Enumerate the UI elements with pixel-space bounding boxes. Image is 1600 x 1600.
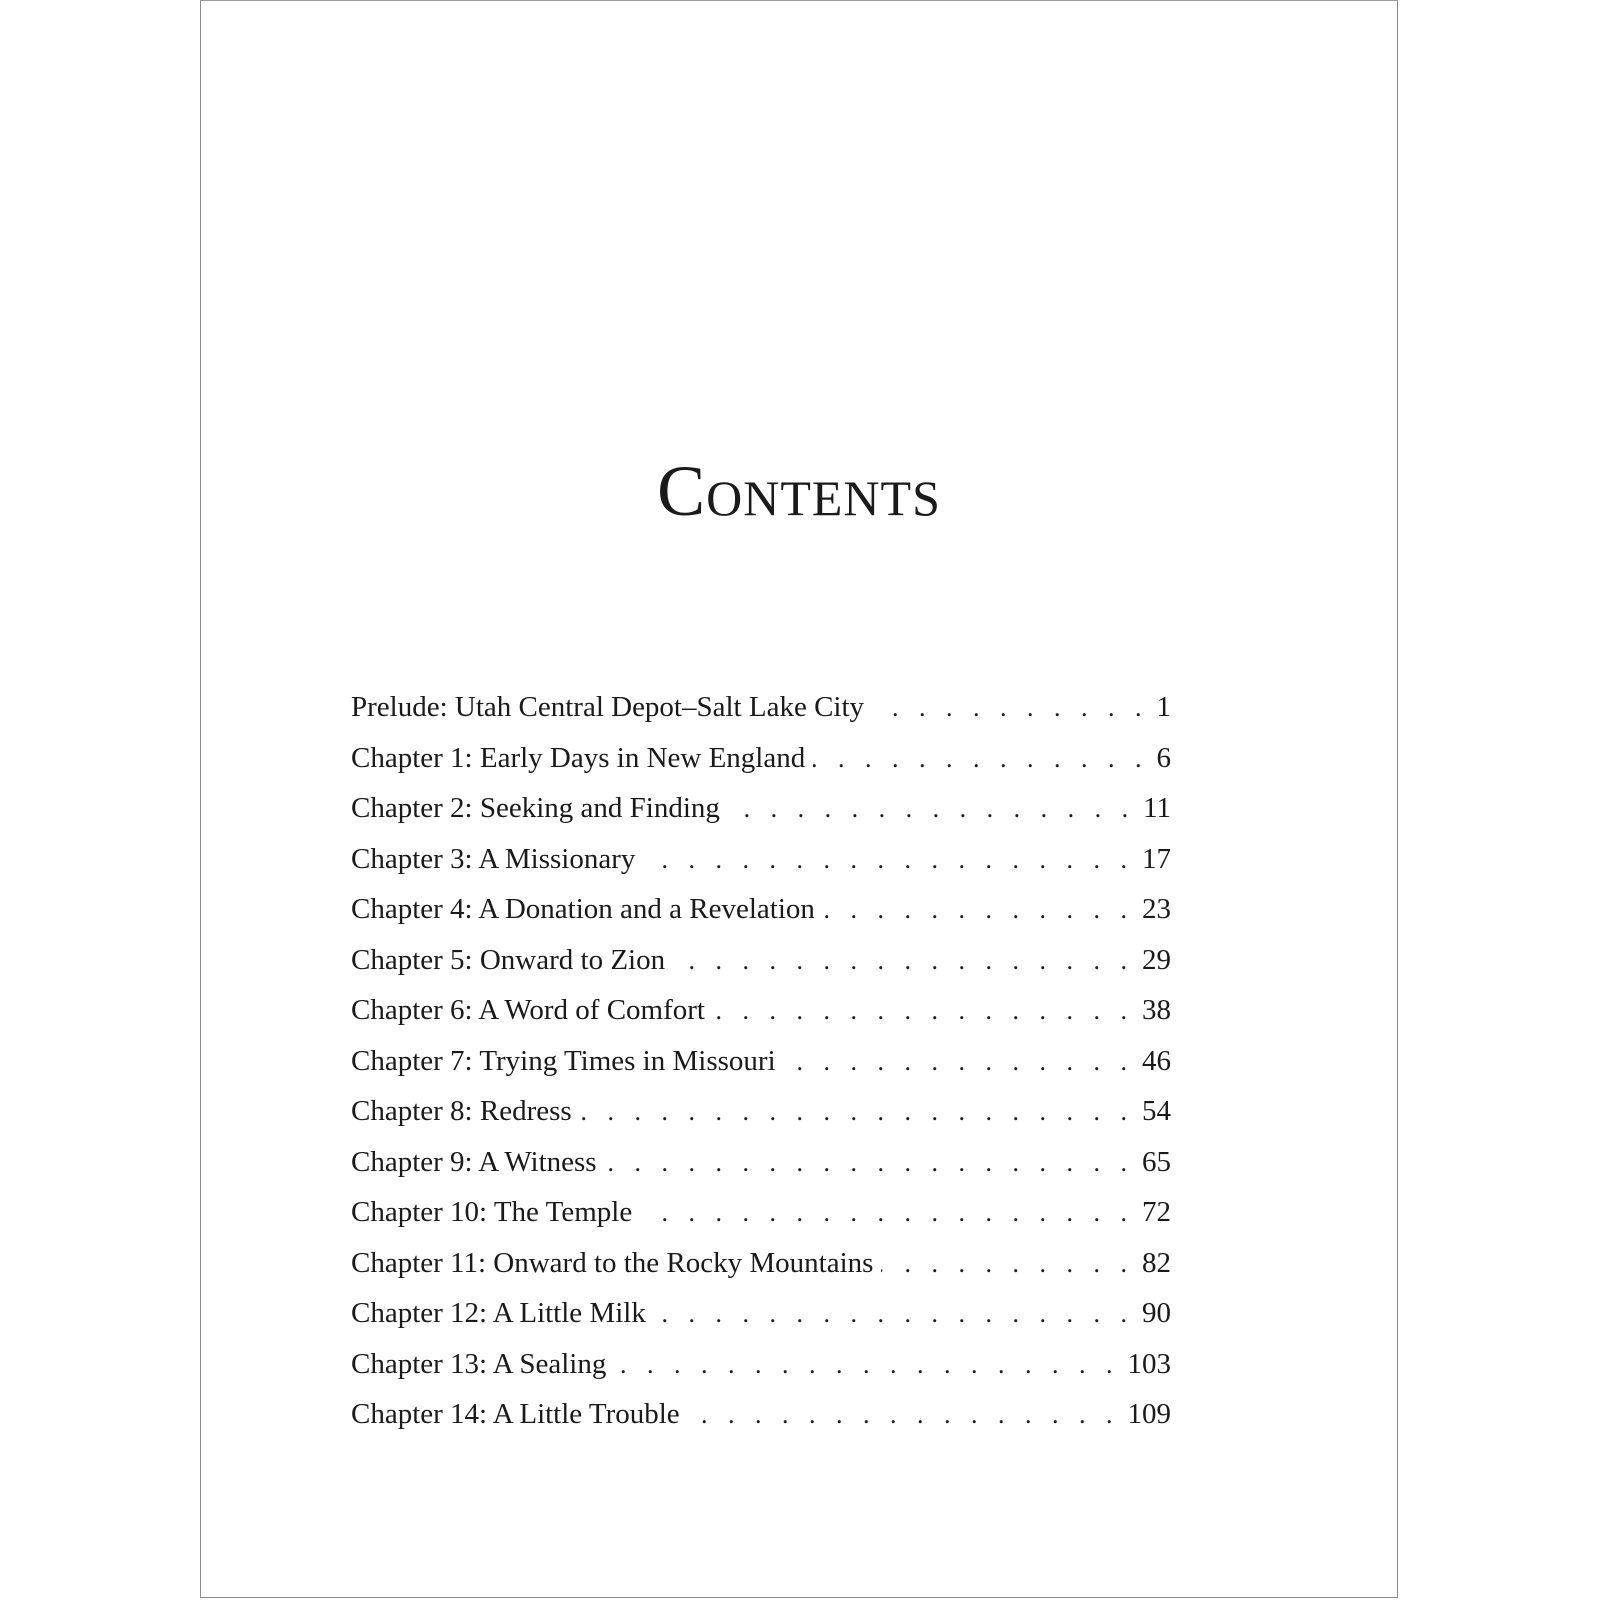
toc-entry-title: Chapter 8: Redress <box>351 1095 572 1127</box>
page-title: Contents <box>657 451 941 531</box>
toc-entry-page: 65 <box>1142 1145 1171 1178</box>
dot-leader <box>784 1047 1134 1077</box>
toc-entry-page: 23 <box>1142 893 1171 925</box>
toc-entry-page: 46 <box>1142 1044 1171 1077</box>
toc-entry-title: Prelude: Utah Central Depot–Salt Lake City <box>351 691 865 723</box>
toc-entry <box>351 792 1171 843</box>
dot-leader <box>713 996 1134 1026</box>
dot-leader <box>823 895 1134 925</box>
toc-entry <box>351 893 1171 944</box>
toc-entry <box>351 944 1171 995</box>
toc-entry-title: Chapter 9: A Witness <box>351 1145 597 1178</box>
toc-entry-page: 54 <box>1142 1095 1171 1127</box>
toc-entry <box>351 742 1171 793</box>
toc-entry <box>351 1146 1171 1197</box>
toc-entry-title: Chapter 3: A Missionary <box>351 842 636 875</box>
toc-entry-title: Chapter 6: A Word of Comfort <box>351 994 705 1026</box>
toc-entry-title: Chapter 7: Trying Times in Missouri <box>351 1044 776 1077</box>
toc-entry <box>351 1095 1171 1146</box>
dot-leader <box>881 1249 1134 1279</box>
toc-entry <box>351 1247 1171 1298</box>
toc-entry-title: Chapter 12: A Little Milk <box>351 1297 646 1329</box>
toc-entry-page: 17 <box>1142 842 1171 875</box>
toc-entry-title: Chapter 11: Onward to the Rocky Mountains <box>351 1246 874 1279</box>
dot-leader <box>605 1148 1134 1178</box>
toc-entry <box>351 1045 1171 1096</box>
toc-entry-title: Chapter 1: Early Days in New England <box>351 741 806 774</box>
toc-entry <box>351 994 1171 1045</box>
toc-entry-page: 38 <box>1142 994 1171 1026</box>
toc-entry-title: Chapter 10: The Temple <box>351 1196 633 1228</box>
dot-leader <box>728 794 1135 824</box>
toc-entry-page: 11 <box>1143 792 1171 824</box>
toc-entry-page: 72 <box>1142 1196 1171 1228</box>
dot-leader <box>654 1299 1134 1329</box>
dot-leader <box>813 744 1148 774</box>
toc-entry-title: Chapter 13: A Sealing <box>351 1347 607 1380</box>
dot-leader <box>673 946 1134 976</box>
dot-leader <box>580 1097 1134 1127</box>
toc-entry <box>351 1348 1171 1399</box>
toc-entry-page: 29 <box>1142 943 1171 976</box>
dot-leader <box>688 1400 1120 1430</box>
toc-entry <box>351 843 1171 894</box>
toc-entry-page: 82 <box>1142 1246 1171 1279</box>
toc-entry-title: Chapter 5: Onward to Zion <box>351 943 666 976</box>
table-of-contents <box>351 691 1171 1449</box>
toc-entry <box>351 691 1171 742</box>
toc-entry <box>351 1297 1171 1348</box>
toc-entry-page: 103 <box>1127 1347 1171 1380</box>
toc-entry-page: 90 <box>1142 1297 1171 1329</box>
dot-leader <box>872 693 1148 723</box>
toc-entry-page: 6 <box>1156 741 1171 774</box>
toc-entry-title: Chapter 14: A Little Trouble <box>351 1398 680 1430</box>
toc-entry-page: 109 <box>1127 1398 1171 1430</box>
toc-entry <box>351 1398 1171 1449</box>
dot-leader <box>640 1198 1134 1228</box>
toc-entry <box>351 1196 1171 1247</box>
dot-leader <box>614 1350 1119 1380</box>
dot-leader <box>643 845 1134 875</box>
document-page <box>200 0 1398 1598</box>
toc-entry-title: Chapter 4: A Donation and a Revelation <box>351 893 815 925</box>
toc-entry-title: Chapter 2: Seeking and Finding <box>351 792 720 824</box>
toc-entry-page: 1 <box>1156 691 1171 723</box>
